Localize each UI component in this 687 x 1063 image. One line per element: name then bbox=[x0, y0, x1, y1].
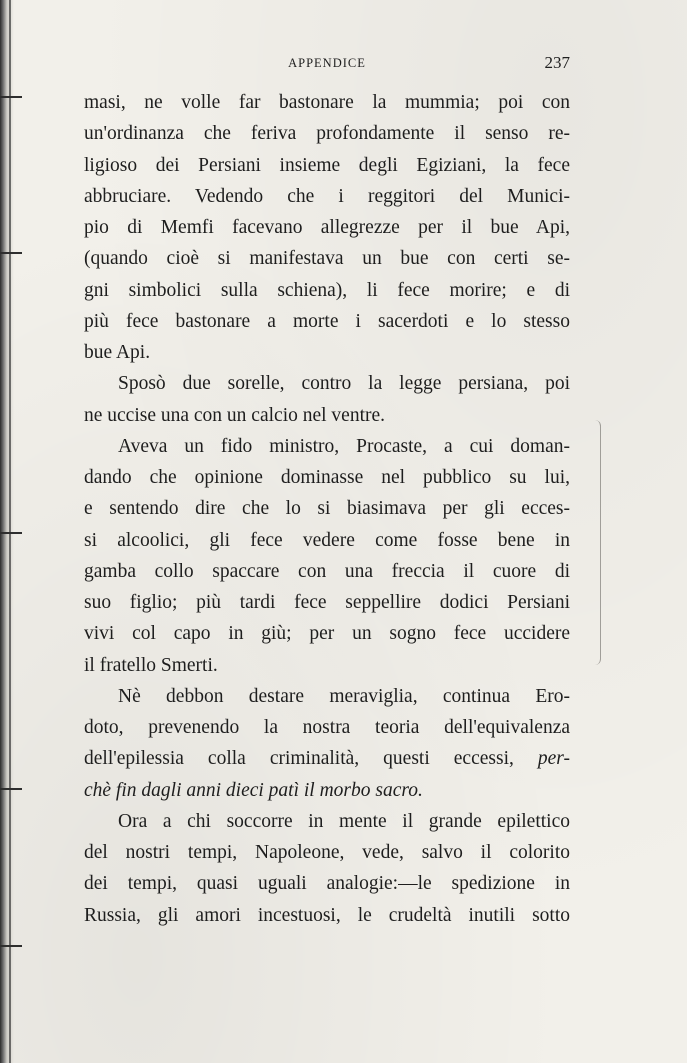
text-line: ligioso dei Persiani insieme degli Egiziani, la fece bbox=[84, 154, 570, 176]
margin-mark bbox=[0, 252, 22, 254]
text-line: vivi col capo in giù; per un sogno fece uccidere bbox=[84, 623, 570, 645]
text-line: (quando cioè si manifestava un bue con certi se- bbox=[84, 248, 570, 270]
text-line: gni simbolici sulla schiena), li fece morire; e di bbox=[84, 279, 570, 301]
text-line bbox=[84, 775, 570, 806]
text-line: Ora a chi soccorre in mente il grande epilettico bbox=[118, 810, 570, 832]
text-line: bue Api. bbox=[84, 342, 151, 363]
running-head: APPENDICE bbox=[288, 56, 366, 70]
body-text bbox=[84, 87, 570, 931]
text-line: dei tempi, quasi uguali analogie:—le spedizione in bbox=[84, 873, 570, 895]
text-line: Russia, gli amori incestuosi, le crudeltà inutili sotto bbox=[84, 904, 570, 926]
page-number: 237 bbox=[544, 53, 570, 72]
text-line: più fece bastonare a morte i sacerdoti e lo stesso bbox=[84, 310, 570, 332]
text-line: del nostri tempi, Napoleone, vede, salvo il colorito bbox=[84, 842, 570, 863]
text-line: e sentendo dire che lo si biasimava per gli ecces- bbox=[84, 498, 570, 520]
italic-text: chè fin dagli anni dieci patì il morbo sacro. bbox=[84, 779, 423, 801]
margin-mark bbox=[0, 532, 22, 534]
text-line: un'ordinanza che feriva profondamente il senso re- bbox=[84, 123, 570, 145]
text-line: pio di Memfi facevano allegrezze per il bue Api, bbox=[84, 217, 570, 238]
margin-mark bbox=[0, 945, 22, 947]
text-line bbox=[84, 743, 570, 774]
pencil-bracket-mark bbox=[592, 420, 601, 665]
text-line: ne uccise una con un calcio nel ventre. bbox=[84, 404, 386, 426]
text-line: doto, prevenendo la nostra teoria dell'equivalenza bbox=[84, 717, 570, 738]
text-line: il fratello Smerti. bbox=[84, 654, 218, 676]
text-line: masi, ne volle far bastonare la mummia; poi con bbox=[84, 92, 570, 113]
italic-text: per- bbox=[537, 748, 570, 770]
text-line: Aveva un fido ministro, Procaste, a cui doman- bbox=[118, 435, 570, 457]
margin-mark bbox=[0, 788, 22, 790]
text-line: Sposò due sorelle, contro la legge persiana, poi bbox=[118, 373, 570, 395]
margin-mark bbox=[0, 96, 22, 98]
text-line: abbruciare. Vedendo che i reggitori del Munici- bbox=[84, 185, 570, 207]
text-line: dando che opinione dominasse nel pubblico su lui, bbox=[84, 467, 570, 488]
text-line: suo figlio; più tardi fece seppellire dodici Persiani bbox=[84, 592, 570, 613]
page-header bbox=[84, 52, 570, 76]
text-line: Nè debbon destare meraviglia, continua Ero- bbox=[118, 685, 570, 707]
text-line: si alcoolici, gli fece vedere come fosse bene in bbox=[84, 529, 570, 551]
text-segment: dell'epilessia colla criminalità, questi eccessi, bbox=[84, 748, 514, 770]
text-line: gamba collo spaccare con una freccia il cuore di bbox=[84, 560, 570, 582]
